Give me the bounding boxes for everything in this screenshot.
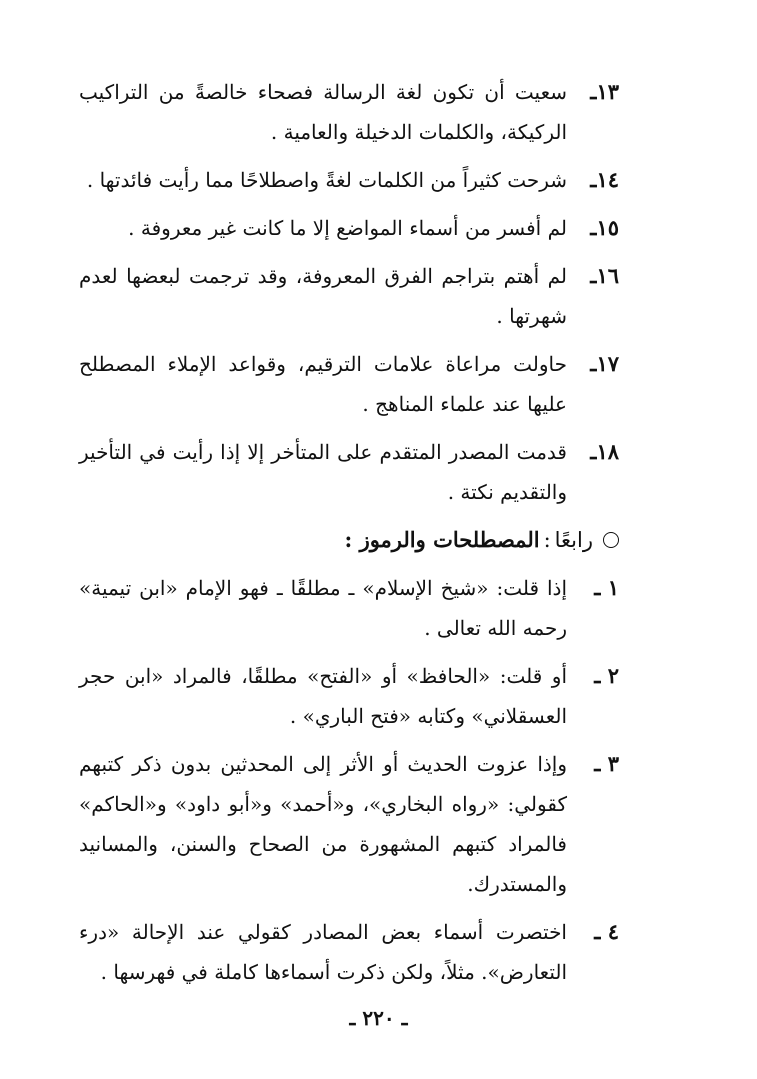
item-text: شرحت كثيراً من الكلمات لغةً واصطلاحًا مما رأيت فائدتها . xyxy=(86,168,567,192)
point-text: اختصرت أسماء بعض المصادر كقولي عند الإحالة «درء التعارض». مثلاً، ولكن ذكرت أسماءها كاملة في فهرسها . xyxy=(79,920,567,984)
list-item-13 xyxy=(79,72,619,152)
item-text: لم أهتم بتراجم الفرق المعروفة، وقد ترجمت لبعضها لعدم شهرتها . xyxy=(79,264,567,328)
page-body xyxy=(79,72,619,1000)
item-text: قدمت المصدر المتقدم على المتأخر إلا إذا رأيت في التأخير والتقديم نكتة . xyxy=(79,440,567,504)
list-item-15 xyxy=(79,208,619,248)
item-number: ١٦ـ xyxy=(590,263,619,288)
list-item-16 xyxy=(79,256,619,336)
point-text: أو قلت: «الحافظ» أو «الفتح» مطلقًا، فالمراد «ابن حجر العسقلاني» وكتابه «فتح الباري» . xyxy=(79,664,567,728)
item-text: حاولت مراعاة علامات الترقيم، وقواعد الإملاء المصطلح عليها عند علماء المناهج . xyxy=(79,352,567,416)
section-heading-subtitle: المصطلحات والرموز : xyxy=(344,527,540,552)
point-number: ٣ ـ xyxy=(594,751,619,776)
point-number: ٤ ـ xyxy=(594,919,619,944)
terms-point-1 xyxy=(79,568,619,648)
point-text: إذا قلت: «شيخ الإسلام» ـ مطلقًا ـ فهو الإمام «ابن تيمية» رحمه الله تعالى . xyxy=(79,576,567,640)
section-heading-title: رابعًا xyxy=(554,528,593,552)
terms-point-2 xyxy=(79,656,619,736)
list-item-17 xyxy=(79,344,619,424)
item-text: سعيت أن تكون لغة الرسالة فصحاء خالصةً من التراكيب الركيكة، والكلمات الدخيلة والعامية . xyxy=(79,80,567,144)
point-number: ١ ـ xyxy=(594,575,619,600)
section-heading-separator: : xyxy=(543,528,551,552)
terms-point-4 xyxy=(79,912,619,992)
terms-point-3 xyxy=(79,744,619,904)
item-number: ١٤ـ xyxy=(590,167,619,192)
item-text: لم أفسر من أسماء المواضع إلا ما كانت غير معروفة . xyxy=(128,216,567,240)
section-heading xyxy=(79,520,619,560)
item-number: ١٥ـ xyxy=(590,215,619,240)
point-text: وإذا عزوت الحديث أو الأثر إلى المحدثين بدون ذكر كتبهم كقولي: «رواه البخاري»، و«أحمد» و«أبو داود» و«الحاكم» فالمراد كتبهم المشهورة من الصحاح والسنن، والمسانيد والمستدرك. xyxy=(79,752,567,896)
circle-bullet-icon xyxy=(603,532,619,548)
list-item-18 xyxy=(79,432,619,512)
item-number: ١٧ـ xyxy=(590,351,619,376)
item-number: ١٨ـ xyxy=(590,439,619,464)
item-number: ١٣ـ xyxy=(590,79,619,104)
page-number: ـ ٢٢٠ ـ xyxy=(349,1006,408,1030)
list-item-14 xyxy=(79,160,619,200)
point-number: ٢ ـ xyxy=(594,663,619,688)
